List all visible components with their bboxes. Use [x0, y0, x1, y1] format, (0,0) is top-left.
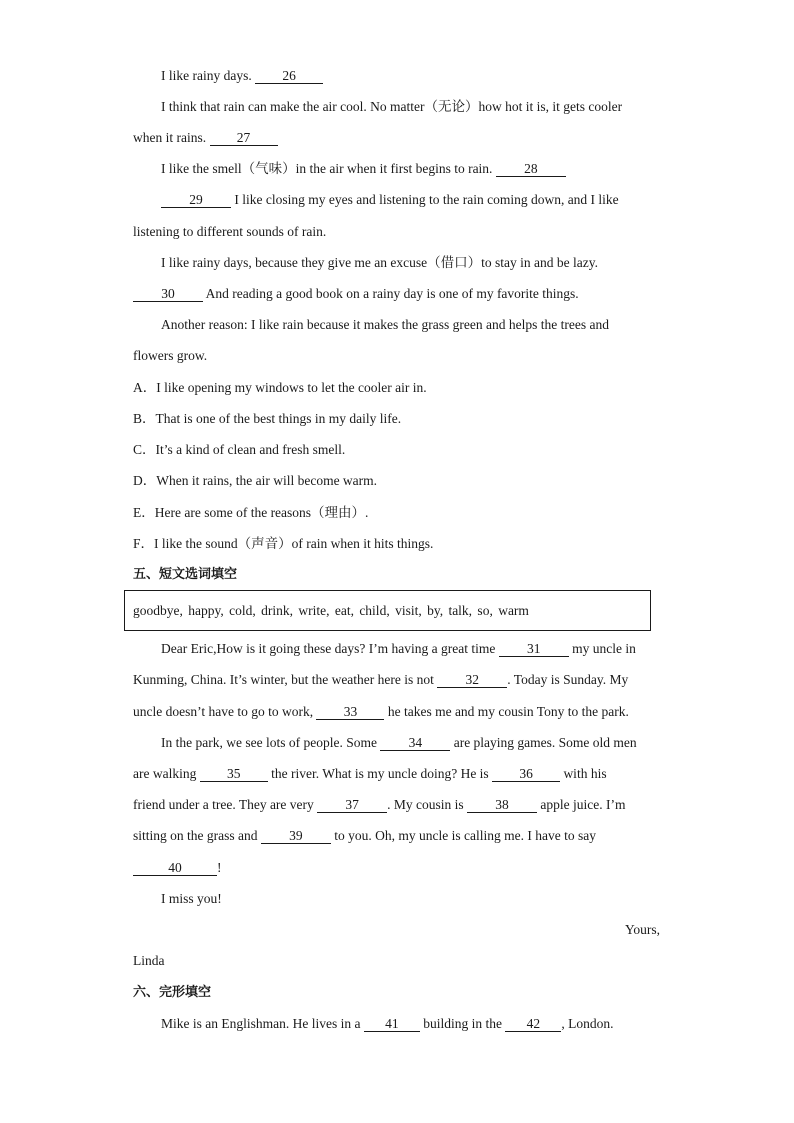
passage-line: 29 I like closing my eyes and listening to the rain coming down, and I like	[161, 191, 619, 209]
answer-blank[interactable]: 34	[380, 735, 450, 751]
passage-line: Another reason: I like rain because it makes the grass green and helps the trees and	[161, 317, 609, 332]
answer-blank[interactable]: 30	[133, 286, 203, 302]
letter-signature: Linda	[133, 953, 165, 968]
answer-blank[interactable]: 32	[437, 672, 507, 688]
passage-line: flowers grow.	[133, 348, 208, 363]
passage-line: I like the smell（气味）in the air when it first begins to rain. 28	[161, 160, 566, 178]
section-heading: 五、短文选词填空	[133, 567, 238, 582]
answer-blank[interactable]: 27	[210, 130, 278, 146]
passage-line: I like rainy days. 26	[161, 67, 323, 85]
option-f: F．I like the sound（声音）of rain when it hits things.	[133, 536, 434, 551]
letter-line: Dear Eric,How is it going these days? I’m having a great time 31 my uncle in	[161, 641, 636, 656]
option-d: D．When it rains, the air will become warm.	[133, 473, 378, 488]
option-c: C．It’s a kind of clean and fresh smell.	[133, 442, 346, 457]
passage-line: Mike is an Englishman. He lives in a 41 building in the 42 , London.	[161, 1016, 614, 1031]
answer-blank[interactable]: 39	[261, 828, 331, 844]
passage-line: listening to different sounds of rain.	[133, 224, 327, 239]
answer-blank[interactable]: 29	[161, 192, 231, 208]
answer-blank[interactable]: 33	[316, 704, 384, 720]
passage-line: I like rainy days, because they give me an excuse（借口）to stay in and be lazy.	[161, 255, 598, 270]
word-bank: goodbye, happy, cold, drink, write, eat, child, visit, by, talk, so, warm	[133, 603, 529, 618]
option-b: B．That is one of the best things in my daily life.	[133, 411, 402, 426]
passage-line: 30 And reading a good book on a rainy day is one of my favorite things.	[133, 285, 579, 303]
answer-blank[interactable]: 37	[317, 797, 387, 813]
passage-line: when it rains. 27	[133, 129, 278, 147]
option-a: A．I like opening my windows to let the cooler air in.	[133, 380, 427, 395]
answer-blank[interactable]: 28	[496, 161, 566, 177]
section-heading: 六、完形填空	[133, 985, 212, 1000]
letter-line: I miss you!	[161, 891, 222, 906]
answer-blank[interactable]: 31	[499, 641, 569, 657]
letter-line: friend under a tree. They are very 37 . My cousin is 38 apple juice. I’m	[133, 797, 626, 812]
letter-line: In the park, we see lots of people. Some 34 are playing games. Some old men	[161, 735, 637, 750]
answer-blank[interactable]: 42	[505, 1016, 561, 1032]
answer-blank[interactable]: 35	[200, 766, 268, 782]
letter-line: uncle doesn’t have to go to work, 33 he takes me and my cousin Tony to the park.	[133, 704, 629, 719]
answer-blank[interactable]: 38	[467, 797, 537, 813]
letter-line: 40 !	[133, 859, 222, 877]
passage-line: I think that rain can make the air cool. No matter（无论）how hot it is, it gets cooler	[161, 99, 623, 114]
letter-line: sitting on the grass and 39 to you. Oh, my uncle is calling me. I have to say	[133, 828, 596, 843]
answer-blank[interactable]: 36	[492, 766, 560, 782]
letter-line: Kunming, China. It’s winter, but the weather here is not 32 . Today is Sunday. My	[133, 672, 629, 687]
letter-closing: Yours,	[624, 922, 660, 937]
word-bank-box	[124, 590, 651, 631]
option-e: E．Here are some of the reasons（理由）.	[133, 505, 369, 520]
letter-line: are walking 35 the river. What is my uncle doing? He is 36 with his	[133, 766, 607, 781]
answer-blank[interactable]: 41	[364, 1016, 420, 1032]
answer-blank[interactable]: 40	[133, 860, 217, 876]
answer-blank[interactable]: 26	[255, 68, 323, 84]
